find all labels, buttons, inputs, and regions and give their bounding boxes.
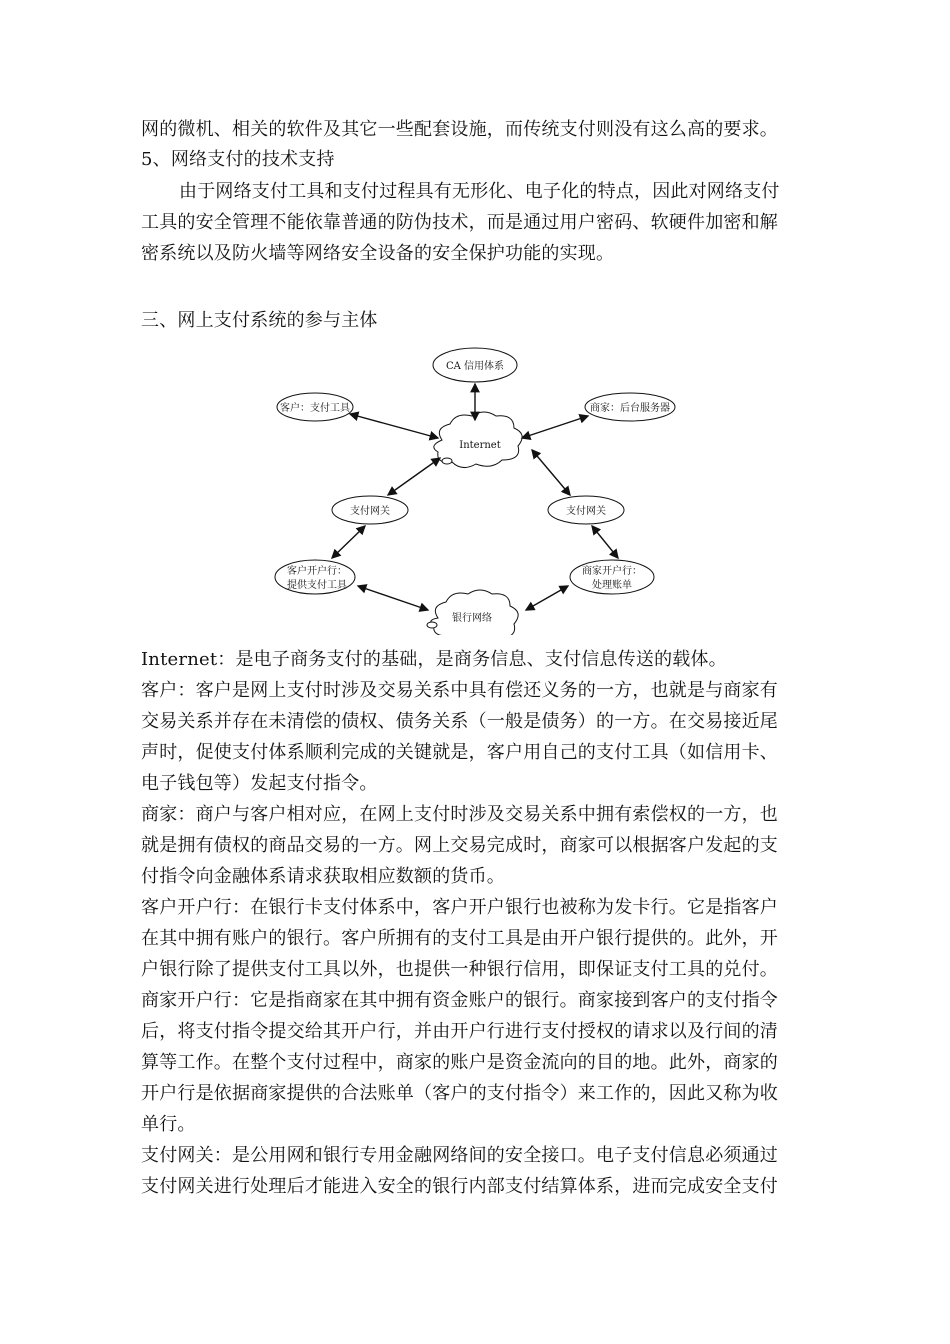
customer-label: 客户：支付工具 bbox=[280, 403, 350, 414]
section-title: 三、网上支付系统的参与主体 bbox=[141, 310, 378, 331]
body-text-line: 支付网关进行处理后才能进入安全的银行内部支付结算体系，进而完成安全支付 bbox=[141, 1176, 778, 1197]
body-text-line: 商家：商户与客户相对应，在网上支付时涉及交易关系中拥有索偿权的一方，也 bbox=[141, 804, 778, 825]
body-text-line: 密系统以及防火墙等网络安全设备的安全保护功能的实现。 bbox=[141, 243, 615, 264]
body-text-line: 工具的安全管理不能依靠普通的防伪技术，而是通过用户密码、软硬件加密和解 bbox=[141, 212, 778, 233]
body-text-line: 算等工作。在整个支付过程中，商家的账户是资金流向的目的地。此外，商家的 bbox=[141, 1052, 778, 1073]
body-text-line: 电子钱包等）发起支付指令。 bbox=[141, 773, 378, 794]
body-text-line: 付指令向金融体系请求获取相应数额的货币。 bbox=[141, 866, 505, 887]
merchant-bank-label-2: 处理账单 bbox=[592, 580, 632, 591]
bank-network-label: 银行网络 bbox=[452, 613, 492, 624]
body-text-line: 就是拥有债权的商品交易的一方。网上交易完成时，商家可以根据客户发起的支 bbox=[141, 835, 778, 856]
subheading: 5、网络支付的技术支持 bbox=[141, 149, 335, 170]
body-text-line: 开户行是依据商家提供的合法账单（客户的支付指令）来工作的，因此又称为收 bbox=[141, 1083, 778, 1104]
body-text-line: 客户：客户是网上支付时涉及交易关系中具有偿还义务的一方，也就是与商家有 bbox=[141, 680, 778, 701]
body-text-line: 客户开户行：在银行卡支付体系中，客户开户银行也被称为发卡行。它是指客户 bbox=[141, 897, 778, 918]
body-text-line: 支付网关：是公用网和银行专用金融网络间的安全接口。电子支付信息必须通过 bbox=[141, 1145, 778, 1166]
internet-label: Internet bbox=[459, 440, 501, 451]
body-text-line: 声时，促使支付体系顺利完成的关键就是，客户用自己的支付工具（如信用卡、 bbox=[141, 742, 778, 763]
ca-label: CA 信用体系 bbox=[445, 361, 505, 372]
body-text-line: 户银行除了提供支付工具以外，也提供一种银行信用，即保证支付工具的兑付。 bbox=[141, 959, 778, 980]
body-text-line: 单行。 bbox=[141, 1114, 196, 1135]
body-text-line: 商家开户行：它是指商家在其中拥有资金账户的银行。商家接到客户的支付指令 bbox=[141, 990, 778, 1011]
merchant-bank-label-1: 商家开户行： bbox=[582, 566, 642, 577]
customer-bank-label-2: 提供支付工具 bbox=[287, 580, 347, 591]
body-text-line: Internet：是电子商务支付的基础，是商务信息、支付信息传送的载体。 bbox=[141, 649, 727, 670]
payment-system-diagram bbox=[270, 340, 690, 635]
body-text-line: 后，将支付指令提交给其开户行，并由开户行进行支付授权的请求以及行间的清 bbox=[141, 1021, 778, 1042]
gateway-right-label: 支付网关 bbox=[566, 506, 606, 517]
gateway-left-label: 支付网关 bbox=[350, 506, 390, 517]
body-text-line: 网的微机、相关的软件及其它一些配套设施，而传统支付则没有这么高的要求。 bbox=[141, 119, 778, 140]
body-text-line: 由于网络支付工具和支付过程具有无形化、电子化的特点，因此对网络支付 bbox=[179, 181, 780, 202]
merchant-label: 商家：后台服务器 bbox=[590, 403, 670, 414]
body-text-line: 在其中拥有账户的银行。客户所拥有的支付工具是由开户银行提供的。此外，开 bbox=[141, 928, 778, 949]
customer-bank-label-1: 客户开户行： bbox=[287, 566, 347, 577]
body-text-line: 交易关系并存在未清偿的债权、债务关系（一般是债务）的一方。在交易接近尾 bbox=[141, 711, 778, 732]
